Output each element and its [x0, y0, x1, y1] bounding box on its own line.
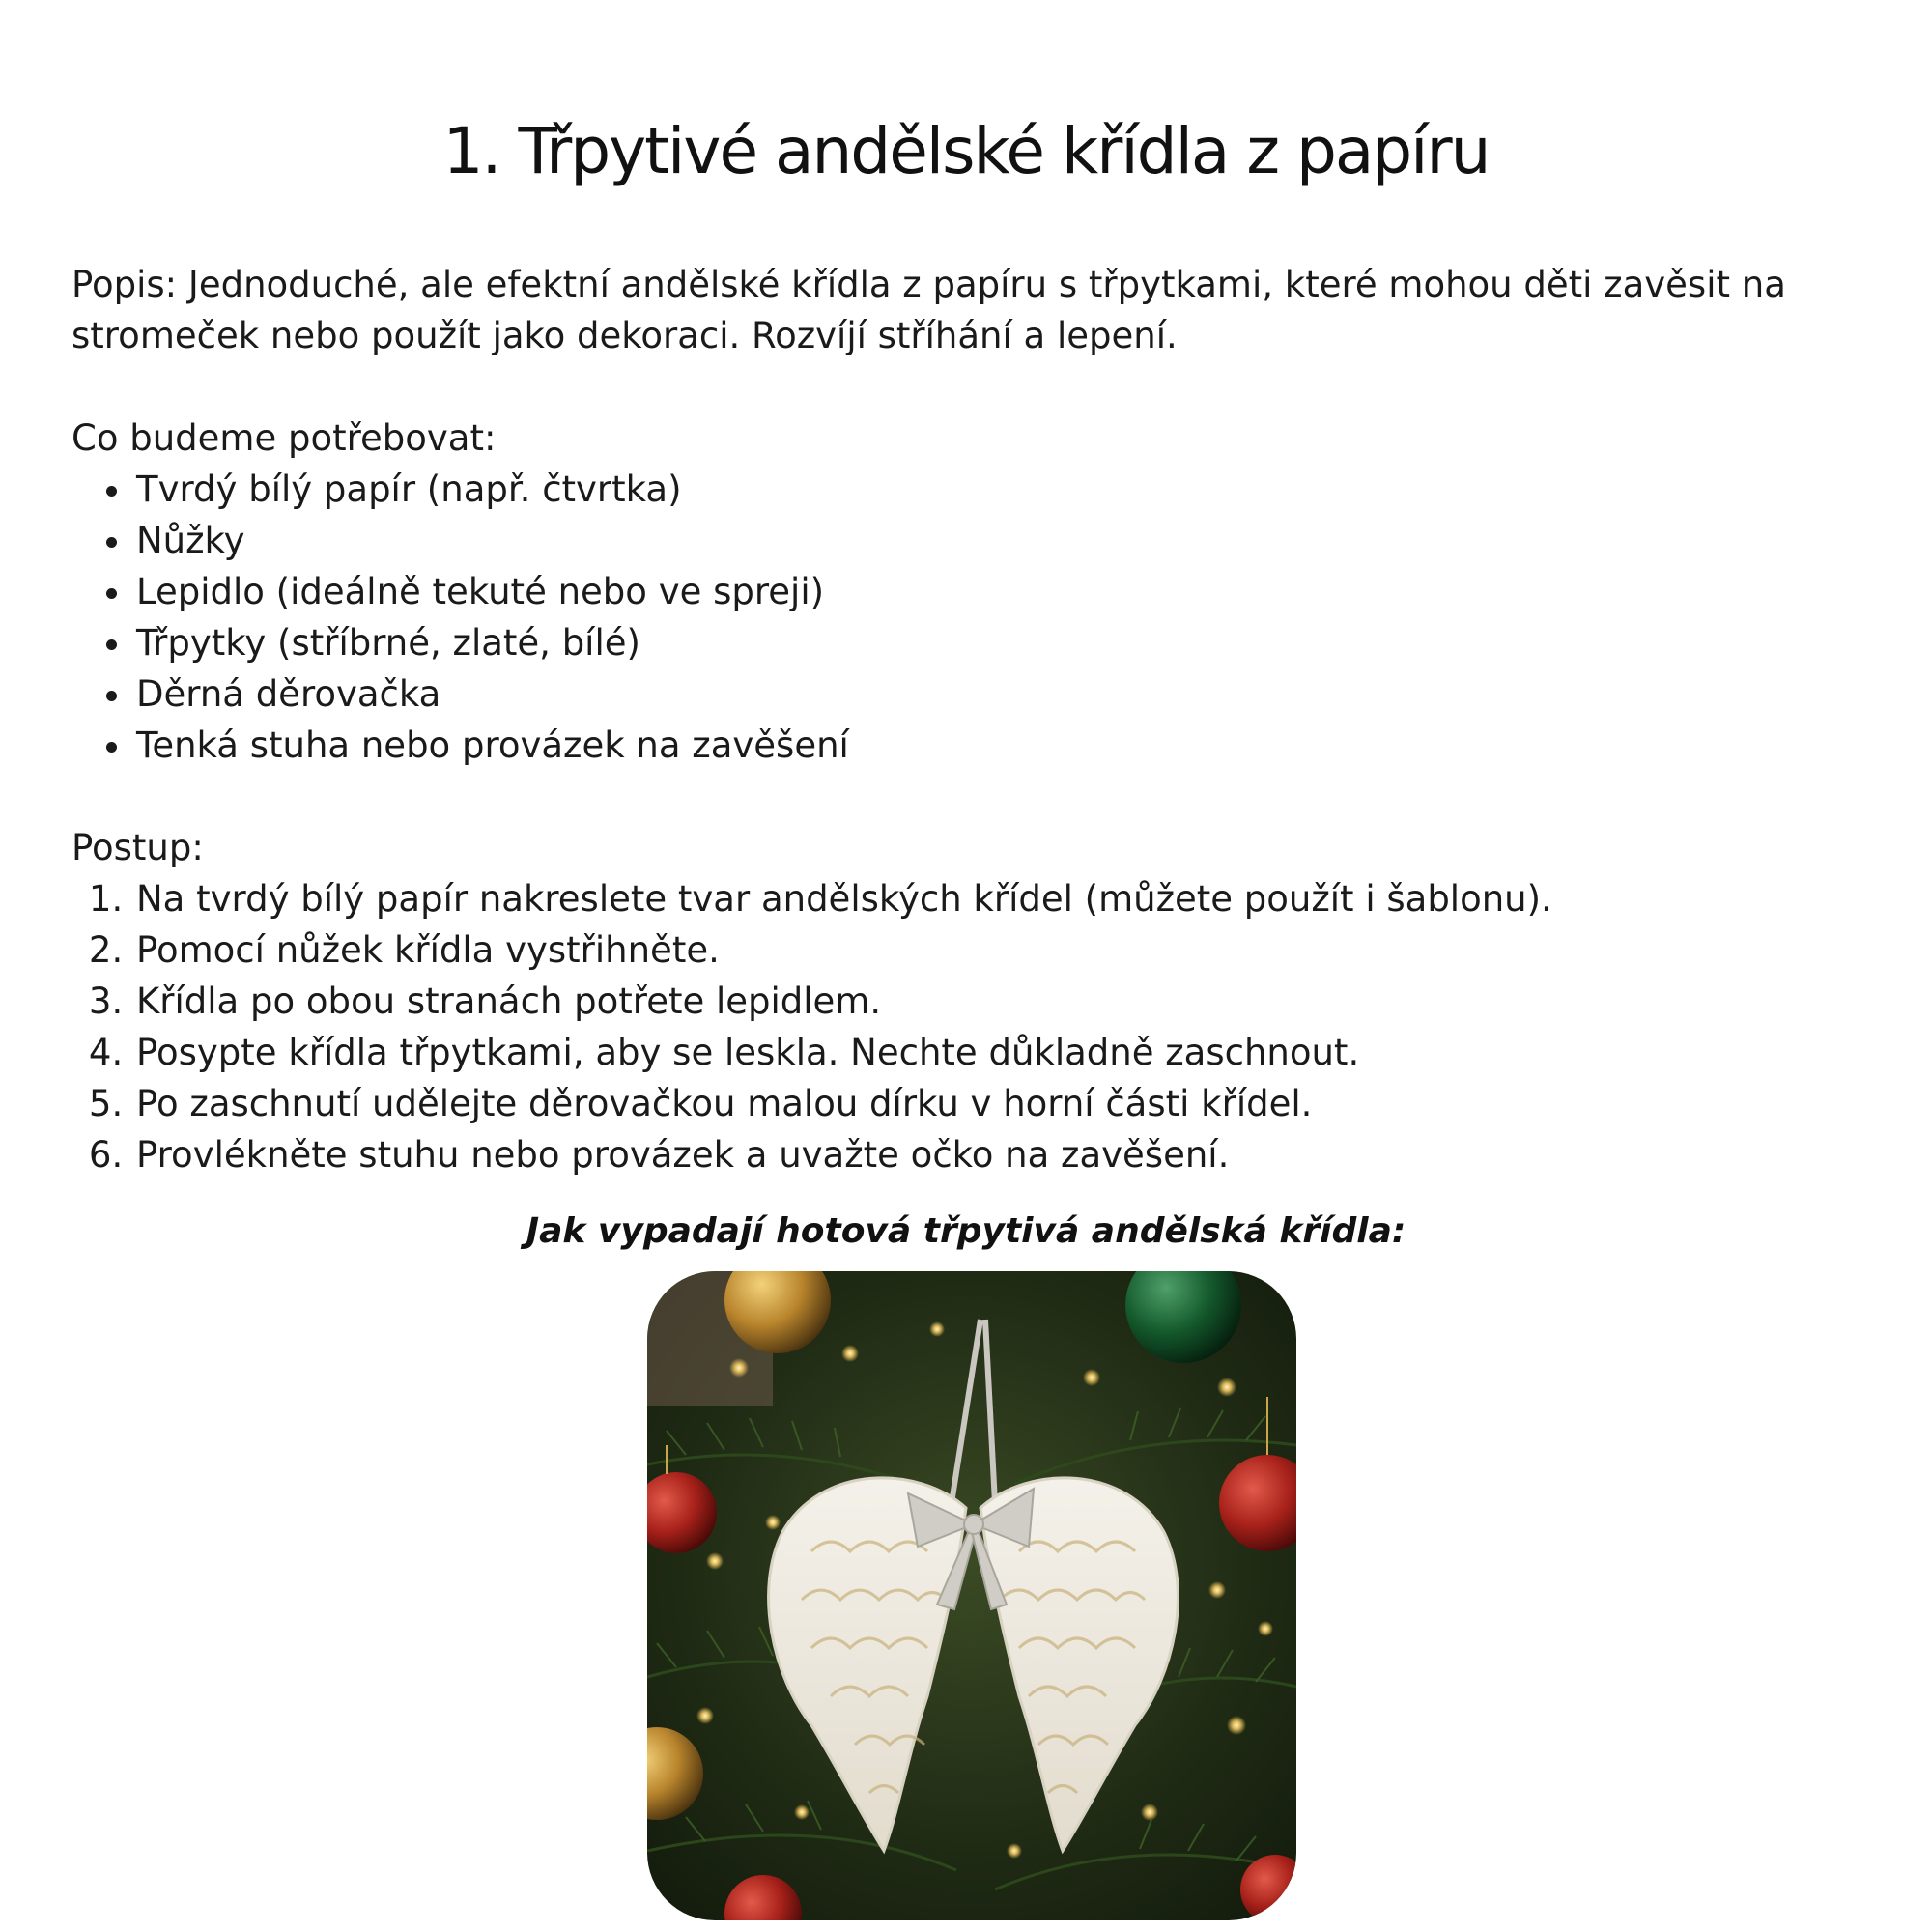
step-item: 1. Na tvrdý bílý papír nakreslete tvar andělských křídel (můžete použít i šablonu). — [134, 873, 1907, 924]
step-item: 3. Křídla po obou stranách potřete lepidlem. — [134, 976, 1907, 1027]
step-item: 4. Posypte křídla třpytkami, aby se leskla. Nechte důkladně zaschnout. — [134, 1027, 1907, 1078]
step-item: 5. Po zaschnutí udělejte děrovačkou malou dírku v horní části křídel. — [134, 1078, 1907, 1129]
page-title: 1. Třpytivé andělské křídla z papíru — [442, 114, 1490, 188]
list-item: • Lepidlo (ideálně tekuté nebo ve spreji) — [134, 566, 1907, 617]
list-item: • Děrná děrovačka — [134, 668, 1907, 720]
list-item: • Tenká stuha nebo provázek na zavěšení — [134, 720, 1907, 771]
content — [71, 259, 1907, 1180]
spacer — [71, 771, 1907, 822]
steps-heading: Postup: — [71, 827, 204, 868]
list-item: • Třpytky (stříbrné, zlaté, bílé) — [134, 617, 1907, 668]
materials-heading: Co budeme potřebovat: — [71, 417, 497, 459]
steps-list — [71, 873, 1907, 1180]
angel-wings-ornament-icon — [647, 1271, 1296, 1920]
spacer — [71, 361, 1907, 412]
materials-list — [71, 464, 1907, 771]
step-item: 6. Provlékněte stuhu nebo provázek a uvažte očko na zavěšení. — [134, 1129, 1907, 1180]
description: Popis: Jednoduché, ale efektní andělské křídla z papíru s třpytkami, které mohou děti zavěsit na stromeček nebo použít jako dekoraci. Rozvíjí stříhání a lepení. — [71, 264, 1786, 356]
list-item: • Nůžky — [134, 515, 1907, 566]
photo-caption: Jak vypadají hotová třpytivá andělská křídla: — [526, 1211, 1406, 1251]
angel-wings-photo — [647, 1271, 1296, 1920]
step-item: 2. Pomocí nůžek křídla vystřihněte. — [134, 924, 1907, 976]
list-item: • Tvrdý bílý papír (např. čtvrtka) — [134, 464, 1907, 515]
